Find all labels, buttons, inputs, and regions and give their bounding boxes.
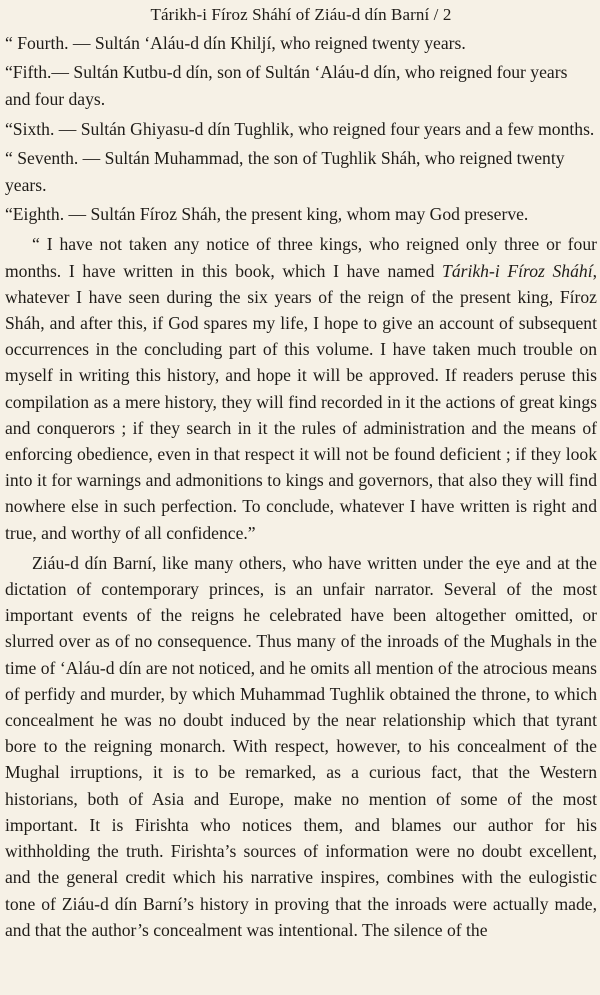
list-item-fourth: “ Fourth. — Sultán ‘Aláu-d dín Khiljí, who reigned twenty years.: [5, 33, 466, 53]
running-head: Tárikh-i Fíroz Sháhí of Ziáu-d dín Barní / 2: [150, 5, 452, 24]
kings-list: [5, 30, 597, 228]
list-item-eighth: “Eighth. — Sultán Fíroz Sháh, the present king, whom may God preserve.: [5, 204, 529, 225]
list-item-sixth: “Sixth. — Sultán Ghiyasu-d dín Tughlik, who reigned four years and a few months.: [5, 118, 595, 139]
quote-text-start: “ I have not taken any notice of three kings, who reigned only three or four months. I have written in this book, which I have named: [5, 234, 597, 281]
commentary-paragraph: Ziáu-d dín Barní, like many others, who have written under the eye and at the dictation of contemporary princes, is an unfair narrator. Several of the most important events of the reigns he celebrated have been altogether omitted, or slurred over as of no consequence. Thus many of the inroads of the Mughals in the time of ‘Aláu-d dín are not noticed, and he omits all mention of the atrocious means of perfidy and murder, by which Muhammad Tughlik obtained the throne, to which concealment he was no doubt induced by the near relationship which that tyrant bore to the reigning monarch. With respect, however, to his concealment of the Mughal irruptions, it is to be remarked, as a curious fact, that the Western historians, both of Asia and Europe, make no mention of some of the most important. It is Firishta who notices them, and blames our author for his withholding the truth. Firishta’s sources of information were no doubt excellent, and the general credit which his narrative inspires, combines with the eulogistic tone of Ziáu-d dín Barní’s history in proving that the inroads were actually made, and that the author’s concealment was intentional. The silence of the: [5, 552, 597, 940]
quote-text-end: , whatever I have seen during the six years of the reign of the present king, Fíroz Sháh, and after this, if God spares my life, I hope to give an account of subsequent occurrences in the concluding part of this volume. I have taken much trouble on myself in writing this history, and hope it will be approved. If readers peruse this compilation as a mere history, they will find recorded in it the actions of great kings and conquerors ; if they search in it the rules of administration and the means of enforcing obedience, even in that respect it will not be found deficient ; if they look into it for warnings and admonitions to kings and governors, that also they will find nowhere else in such perfection. To conclude, whatever I have written is right and true, and worthy of all confidence.”: [5, 260, 597, 543]
list-item-seventh: “ Seventh. — Sultán Muhammad, the son of Tughlik Sháh, who reigned twenty years.: [5, 147, 565, 196]
book-title: Tárikh-i Fíroz Sháhí: [442, 260, 593, 281]
quote-paragraph: [5, 231, 597, 545]
list-item-fifth: “Fifth.— Sultán Kutbu-d dín, son of Sultán ‘Aláu-d dín, who reigned four years and four days.: [5, 62, 568, 110]
